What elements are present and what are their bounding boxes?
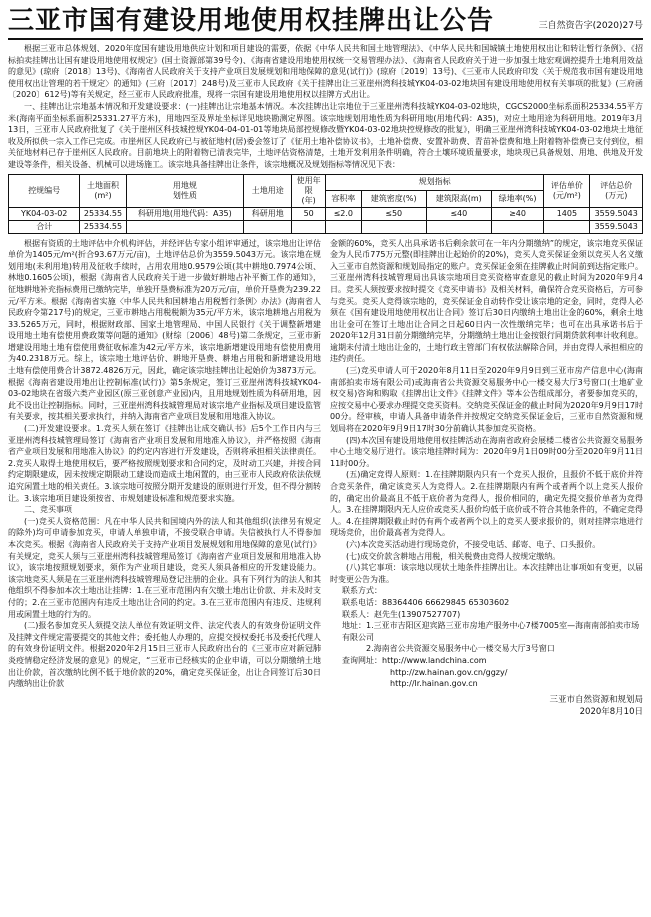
- bidder-eligibility-paragraph: (一)竞买人资格范围：凡在中华人民共和国境内外的法人和其他组织(法律另有规定的除外)均可申请参加竞买，申请人单独申请，不接受联合申请。失信被执行人不得参加本次竞买。根据《海南省人民政府关于支持产业项目发展规划和用地保障的意见(试行)》有关规定，竞买人须与三亚崖州湾科技城管理局签订《海南省产业项目发展和用地准入协议》，该宗地按照规划要求，须作为产业项目建设，竞买人须具备相应的开发建设能力。该宗地竞买人须是在三亚崖州湾科技城管理局登记注册的企业。具有下列行为的法人和其他组织不得参加本次土地出让挂牌：1.在三亚市范围内有欠缴土地出让价款、并未及时支付的；2.在三亚市范围内有违反土地出让合同的约定。3.在三亚市范围内有违反、违规利用或闲置土地的行为的。: [8, 516, 321, 619]
- cell-term: 50: [292, 207, 326, 220]
- page-title: 三亚市国有建设用地使用权挂牌出让公告: [8, 6, 495, 36]
- cell-area: 25334.55: [80, 207, 126, 220]
- right-column: [330, 238, 643, 718]
- parcel-overview-paragraph: 一、挂牌出让宗地基本情况和开发建设要求：(一)挂牌出让宗地基本情况。本次挂牌出让宗地位于三亚崖州湾科技城YK04-03-02地块，CGCS2000坐标系面积25334.55平方米(海南平面坐标系面积25331.27平方米)，用地四至及界址坐标详见地块勘测定界图。该宗地规划用地性质为科研用地(用地代码：A35)，对应土地用途为科研用地。2019年3月13日，三亚市人民政府批复了《关于崖州区科技城控规YK04-04-01-01等地块局部控规修改暨YK04-03-02地块控规修改的批复》，明确三亚崖州湾科技城YK04-03-02地块土地征收及所拟供一宗入工作已完成。市崖州区人民政府已与被征地村(居)委会签订了《征用土地补偿协议书》，土地补偿费、安置补助费、青苗补偿费和地上附着物补偿费已支付到位，相关征地材料已存于崖州区人民政府。目前地块上的附着物已清表完毕，土地评估资格清楚，土地开发利用条件明确，符合土壤环境质量要求，地块现已具备规划、用地、供地及开发建设等条件，相关设备、机械可以进场施工。该宗地具备挂牌出让条件，该宗地概况及规划指标等情况见下表：: [8, 101, 643, 169]
- th-density: 建筑密度(%): [361, 191, 426, 208]
- issue-date: 2020年8月10日: [579, 706, 643, 717]
- contact-heading: 联系方式：: [342, 586, 382, 596]
- cell-sum-label: 合计: [9, 220, 80, 233]
- th-far: 容积率: [325, 191, 361, 208]
- th-use: 用地规 划性质: [126, 174, 244, 207]
- cell-sum-area: 25334.55: [80, 220, 126, 233]
- th-height: 建筑限高(m): [426, 191, 491, 208]
- cell-use: 科研用地(用地代码：A35): [126, 207, 244, 220]
- cell-green: ≥40: [491, 207, 543, 220]
- website-2[interactable]: http://zw.hainan.gov.cn/ggzy/: [390, 667, 508, 677]
- parcel-table: [8, 174, 643, 234]
- body-columns: [8, 238, 643, 718]
- listing-venue-paragraph: (四)本次国有建设用地使用权挂牌活动在海南省政府会展楼二楼省公共资源交易服务中心土地交易厅进行。该宗地挂牌时间为：2020年9月1日09时00分至2020年9月11日11时00分。: [330, 435, 643, 468]
- header: [8, 6, 643, 40]
- issuing-organization: 三亚市自然资源和规划局: [549, 694, 643, 705]
- section-heading-bidding: 二、竞买事项: [24, 505, 72, 515]
- cell-density: ≤50: [361, 207, 426, 220]
- winner-rules-paragraph: (五)确定竞得人原则：1.在挂牌期限内只有一个竞买人报价，且报价不低于底价并符合竞买条件，确定该竞买人为竞得人。2.在挂牌期限内有两个或者两个以上竞买人报价的，确定出价最高且不低于底价者为竞得人，报价相同的，确定先提交报价单者为竞得人。3.在挂牌期限内无人应价或竞买人报价均低于底价或不符合其他条件的，不确定竞得人。4.在挂牌期限截止时仍有两个或者两个以上的竞买人要求报价的，则对挂牌宗地进行现场竞价，出价最高者为竞得人。: [330, 470, 643, 538]
- cell-total: 3559.5043: [590, 207, 643, 220]
- website-link-1[interactable]: http://www.landchina.com: [382, 655, 487, 665]
- contact-block: [330, 585, 643, 689]
- signature-block: [330, 694, 643, 718]
- contact-phones: 联系电话：88364406 66629845 65303602: [342, 597, 510, 607]
- th-term: 使用年限 (年): [292, 174, 326, 207]
- cell-land-use: 科研用地: [244, 207, 292, 220]
- th-area: 土地面积 (m²): [80, 174, 126, 207]
- application-documents-paragraph: (二)报名参加竞买人须提交法人单位有效证明文件、法定代表人的有效身份证明文件及挂牌文件规定需要提交的其他文件；委托他人办理的，应提交授权委托书及委托代理人的有效身份证明文件。根据2020年2月15日三亚市人民政府出台的《三亚市应对新冠肺炎疫情稳定经济发展的意见》的规定，“三亚市已经核实的企业申请，可以分期缴纳土地出让价款，首次缴纳比例不低于地价款的20%，确定竞买保证金，出让合同签订后30日内缴纳出让价款: [8, 621, 321, 689]
- evaluation-paragraph: 根据有资质的土地评估中介机构评估，并经评估专家小组评审通过，该宗地出让评估单价为1405元/m²(折合93.67万元/亩)，土地评估总价为3559.5043万元。该宗地在规划用地(未利用地)转用及征收手续时，占用农用地0.9579公顷(其中耕地0.7974公顷、林地0.1605公顷)，根据《海南省人民政府关于进一步做好耕地占补平衡工作的通知》，征地耕地补充指标费用已缴纳完毕，单独开垦费标准为20万元/亩，单价开垦费为239.22元/平方米。根据《海南省实施〈中华人民共和国耕地占用税暂行条例〉办法》(海南省人民政府令第217号)的规定，三亚市耕地占用税税额为35元/平方米，该宗地耕地占用税为33.5265万元，同时，根据财政部、国家土地管理局、中国人民银行《关于调整新增建设用地土地有偿使用费政策等问题的通知》(财综〔2006〕48号)第二条规定，三亚市新增建设用地土地有偿使用费征收标准为42元/平方米，该宗地新增建设用地有偿使用费用为40.2318万元。综上，该宗地土地评估价、耕地开垦费、耕地占用税和新增建设用地土地有偿使用费合计3872.4826万元，因此，确定该宗地挂牌出让起始价为3873万元。根据《海南省建设用地出让控制标准(试行)》第5条规定，签订三亚崖州湾科技城YK04-03-02地块在省级六类产业园区(原三亚创意产业园)内，且用地规划性质为科研用地，因此不设出让控制指标。同时，三亚崖州湾科技城管理局对该宗地产业指标及项目建设监管有关要求，按其相关要求执行，并纳入海南省产业项目发展和用地准入协议。: [8, 238, 321, 422]
- cell-sum-total: 3559.5043: [590, 220, 643, 233]
- th-price: 评估单价 (元/m²): [544, 174, 590, 207]
- application-period-paragraph: (三)竞买申请人可于2020年8月11日至2020年9月9日到三亚市房产信息中心(海南南部拍卖市场有限公司)或海南省公共资源交易服务中心一楼交易大厅3号窗口(土地矿业权交易)咨询和购取《挂牌出让文件》《挂牌文件》等本公告组成部分，者要参加竞买的，应按交易中心要求办理提交竞买资料。交纳竞买保证金的截止时间为2020年9月9日17时00分。经审核，申请人具备申请条件并按规定交纳竞买保证金后，三亚市自然资源和规划局将在2020年9月9日17时30分前确认其参加竞买资格。: [330, 366, 643, 434]
- intro-paragraph: 根据三亚市总体规划、2020年度国有建设用地供应计划和项目建设的需要，依据《中华人民共和国土地管理法》、《中华人民共和国城镇土地使用权出让和转让暂行条例》、《招标拍卖挂牌出让国有建设用地使用权规定》(国土资源部第39号令)、《海南省建设用地使用权统一交易管理办法》、《海南省人民政府关于进一步加强土地宏观调控提升土地利用效益的意见》(琼府〔2018〕13号)、《海南省人民政府关于支持产业项目发展规划和用地保障的意见(试行)》(琼府〔2019〕13号)、《三亚市人民政府印发〈关于规范我市国有建设用地使用权出让管理的若干规定〉的通知》(三府〔2017〕248号)及三亚市人民政府《关于挂牌出让三亚崖州湾科技城YK04-03-02地块国有建设用地使用权有关事项的批复》(三府函〔2020〕612号)等有关规定，经三亚市人民政府批准，现将一宗国有建设用地使用权以挂牌方式出让。: [8, 44, 643, 100]
- table-sum-row: [9, 220, 643, 233]
- document-number: 三自然资告字(2020)27号: [538, 21, 643, 31]
- on-site-bidding-paragraph: (六)本次竞买活动进行现场竞价，不接受电话、邮寄、电子、口头报价。: [346, 539, 601, 549]
- development-requirements-paragraph: (二)开发建设要求。1.竞买人须在签订《挂牌出让成交确认书》后5个工作日内与三亚崖州湾科技城管理局签订《海南省产业项目发展和用地准入协议》，并严格按照《海南省产业项目发展和用地准入协议》的约定内容进行开发建设，否则将承担相关法律责任。2.竞买人取得土地使用权后，要严格按照规划要求和合同约定，及时动工兴建，并按合同约定期限建成，因未按规定期限动工建设而造成土地闲置的，由三亚市人民政府依法依规追究闲置土地的相关责任。3.该宗地可按照分期开发建设的原则进行开发，但不得分割转让。3.该宗地项目建设须按省、市规划建设标准和规范要求实施。: [8, 424, 321, 503]
- cell-far: ≤2.0: [325, 207, 361, 220]
- cell-parcel-no: YK04-03-02: [9, 207, 80, 220]
- table-row: [9, 207, 643, 220]
- deposit-paragraph: 金额的60%，竞买人出具承诺书后剩余款可在一年内分期缴纳”的规定，该宗地竞买保证金为人民币775万元整(即挂牌出让起始价的20%)，竞买人竞买保证金须以竞买人名义缴入三亚市自然资源和规划局指定的账户。竞买保证金须在挂牌截止时间前到达指定账户。三亚崖州湾科技城管理局出具该宗地项目竞买资格审查意见的截止时间为2020年9月4日。竞买人须按要求按时提交《竞买申请书》及相关材料，确保符合竞买资格后，方可参与竞买。竞买人竞得该宗地的，竞买保证金自动转作受让该宗地的定金，同时，竞得人必须在《国有建设用地使用权出让合同》签订后30日内缴纳土地出让金的60%，剩余土地出让金可在签订土地出让合同之日起60日内一次性缴纳完毕；也可在出具承诺书后于2020年12月31日前分期缴纳完毕，分期缴纳土地出让金按银行同期贷款利率计收利息。逾期未付清土地出让金的，土地行政主管部门有权依法解除合同，并由竞得人承担相应的违约责任。: [330, 238, 643, 364]
- website-1: 查询网址：http://www.landchina.com: [342, 655, 487, 665]
- th-parcel-no: 控规编号: [9, 174, 80, 207]
- contact-address-1: 地址：1.三亚市吉阳区迎宾路三亚市房地产服务中心7楼7005室—海南南部拍卖市场有限公司: [342, 621, 640, 642]
- th-green: 绿地率(%): [491, 191, 543, 208]
- tax-paragraph: (七)成交价款含耕地占用税，相关税费由竞得人按规定缴纳。: [346, 551, 561, 561]
- cell-price: 1405: [544, 207, 590, 220]
- th-indicators: 规划指标: [325, 174, 543, 191]
- contact-address-2: 2.海南省公共资源交易服务中心一楼交易大厅3号窗口: [366, 644, 555, 654]
- website-3[interactable]: http://lr.hainan.gov.cn: [390, 679, 478, 689]
- table-header-row: [9, 174, 643, 191]
- th-total: 评估总价 (万元): [590, 174, 643, 207]
- other-matters-paragraph: (八)其它事项：该宗地以现状土地条件挂牌出让。本次挂牌出让事项如有变更，以届时变更公告为准。: [330, 563, 643, 584]
- th-land-use: 土地用途: [244, 174, 292, 207]
- intro-section: [8, 43, 643, 171]
- cell-height: ≤40: [426, 207, 491, 220]
- contact-person: 联系人：赵先生(13907527707): [342, 609, 461, 619]
- left-column: [8, 238, 321, 718]
